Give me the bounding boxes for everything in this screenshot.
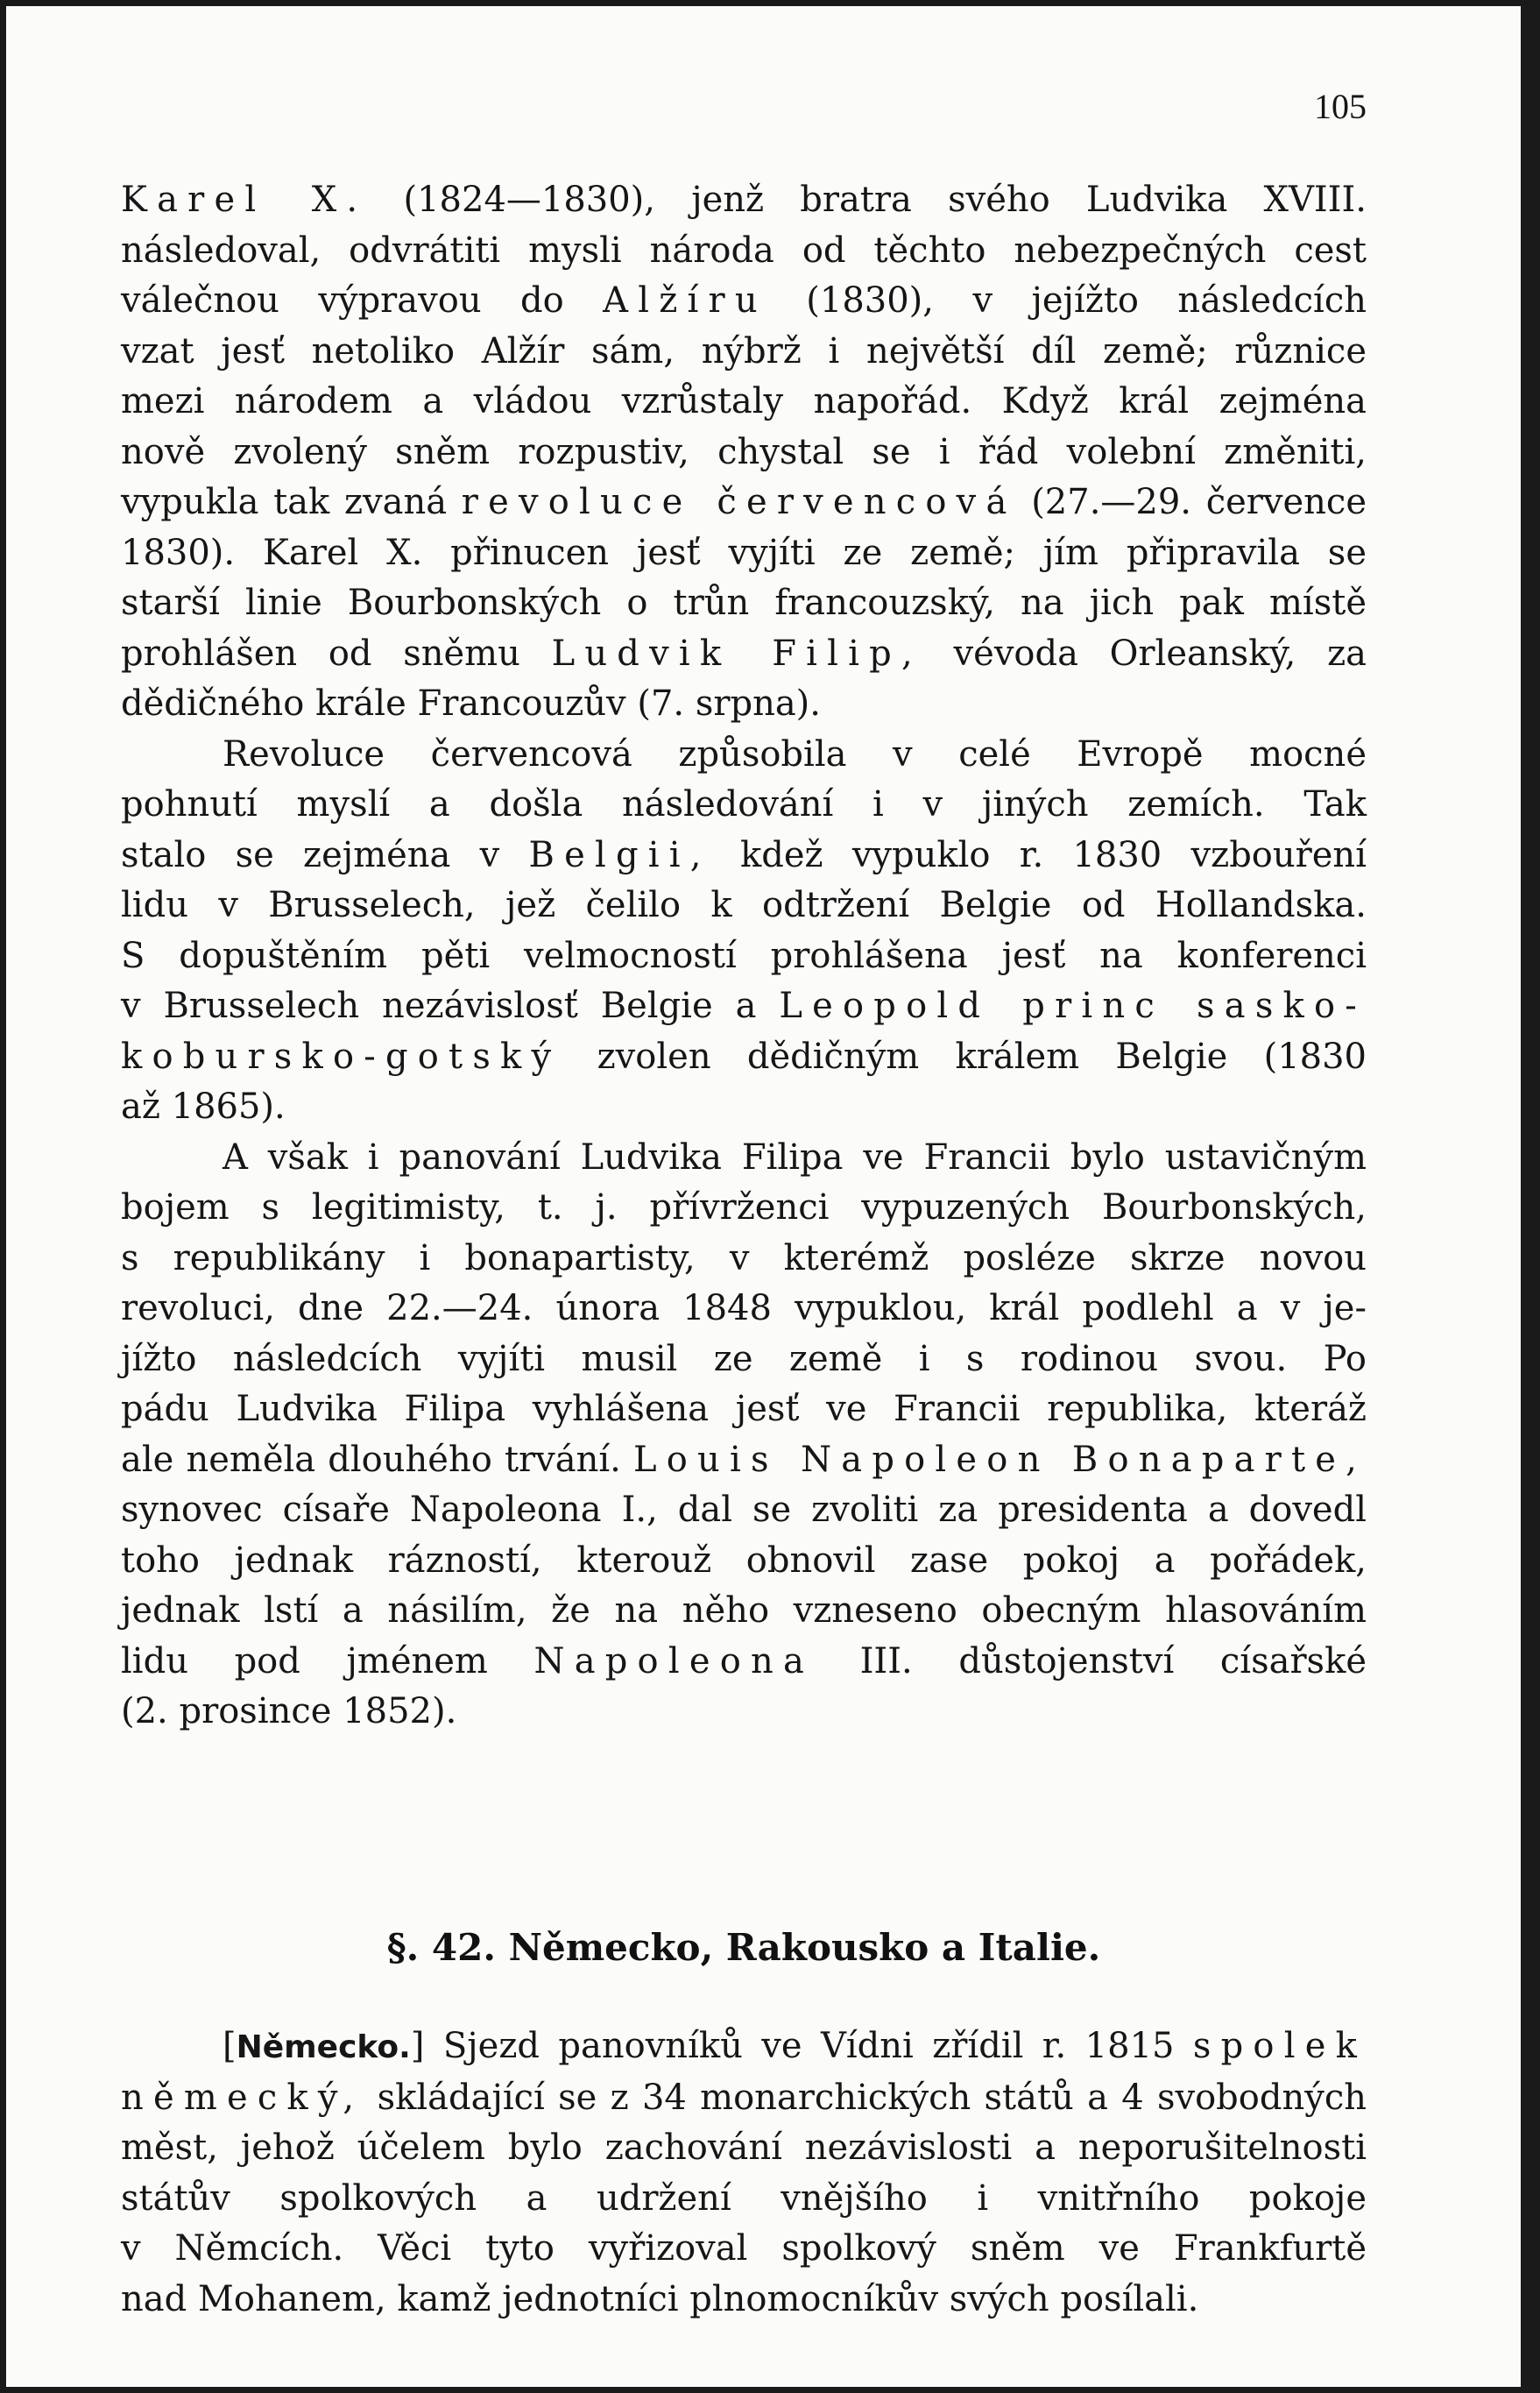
emphasized-name: Alžíru [603,280,767,321]
text-line: pádu Ludvika Filipa vyhlášena jesť ve Francii republika, kteráž [121,1389,1367,1429]
text-fragment: (27.—29. července [1031,482,1367,522]
text-line: 1830). Karel X. přinucen jesť vyjíti ze země; jím připravila se [121,532,1367,573]
emphasized-name: Leopold princ sasko- [779,986,1367,1026]
text-line: až 1865). [121,1087,286,1127]
text-line: jížto následcích vyjíti musil ze země i s rodinou svou. Po [121,1338,1367,1379]
text-line: dědičného krále Francouzův (7. srpna). [121,683,822,724]
text-fragment: (1824—1830), jenž bratra svého Ludvika XVIII. [403,180,1367,220]
text-fragment: III. důstojenství císařské [859,1640,1367,1681]
text-line: bojem s legitimisty, t. j. přívrženci vypuzených Bourbonských, [121,1187,1367,1228]
text-line: S dopuštěním pěti velmocností prohlášena jesť na konferenci [121,935,1367,976]
emphasized-name: Louis Napoleon Bonaparte, [633,1439,1367,1480]
text-line: toho jednak rázností, kterouž obnovil zase pokoj a pořádek, [121,1540,1367,1581]
text-line: mezi národem a vládou vzrůstaly napořád. Když král zejména [121,381,1367,421]
paragraph-ludvik-filip [121,1133,1367,1738]
text-line [121,1435,1367,1486]
text-line [121,2073,1367,2124]
side-label: Německo. [236,2029,411,2065]
text-line: následoval, odvrátiti mysli národa od těchto nebezpečných cest [121,230,1367,271]
text-line: s republikány i bonapartisty, v kterémž posléze skrze novou [121,1237,1367,1278]
text-fragment: skládající se z 34 monarchických států a 4 svobodných [377,2077,1367,2118]
page-number: 105 [1314,87,1367,126]
text-line: nad Mohanem, kamž jednotníci plnomocníkův svých posílali. [121,2278,1199,2319]
text-line: (2. prosince 1852). [121,1691,457,1731]
text-fragment: vypukla tak zvaná [121,482,448,522]
paragraph-nemecko [121,2021,1367,2325]
text-line: A však i panování Ludvika Filipa ve Francii bylo ustavičným [223,1136,1367,1178]
emphasized-term: revoluce červencová [461,482,1017,522]
text-line: revoluci, dne 22.—24. února 1848 vypuklou, král podlehl a v je- [121,1288,1367,1328]
text-line [121,175,1367,226]
emphasized-name: Karel X. [121,180,368,220]
text-line: [Německo.] Sjezd panovníků ve Vídni zřídil r. 1815 spolek [223,2026,1367,2066]
emphasized-name: Ludvik Filip, [551,633,922,674]
emphasized-name: Belgii, [528,834,711,875]
text-fragment: kdež vypuklo r. 1830 vzbouření [739,834,1367,875]
text-line: vzat jesť netoliko Alžír sám, nýbrž i největší díl země; různice [121,330,1367,372]
emphasized-term: spolek [1192,2026,1367,2066]
text-line: starší linie Bourbonských o trůn francouzský, na jich pak místě [121,583,1367,623]
paragraph-revolution [121,730,1367,1133]
text-fragment: ale neměla dlouhého trvání. [121,1439,621,1480]
text-line: v Němcích. Věci tyto vyřizoval spolkový sněm ve Frankfurtě [121,2228,1367,2269]
emphasized-name: kobursko-gotský [121,1036,562,1077]
text-line: Revoluce červencová způsobila v celé Evropě mocné [223,733,1367,775]
text-line: pohnutí myslí a došla následování i v jiných zemích. Tak [121,784,1367,825]
text-fragment: vévoda Orleanský, za [953,633,1367,674]
text-fragment: (1830), v jejížto následcích [806,280,1367,321]
section-heading: §. 42. Německo, Rakousko a Italie. [386,1926,1101,1969]
paragraph-karel-x [121,175,1367,730]
text-line: lidu v Brusselech, jež čelilo k odtržení Belgie od Hollandska. [121,885,1367,925]
text-line: nově zvolený sněm rozpustiv, chystal se i řád volební změniti, [121,431,1367,472]
text-line [121,1032,1367,1083]
text-line [121,981,1367,1032]
emphasized-term: německý, [121,2077,364,2118]
text-fragment: Sjezd panovníků ve Vídni zřídil r. 1815 [442,2026,1175,2066]
text-line: synovec císaře Napoleona I., dal se zvoliti za presidenta a dovedl [121,1490,1367,1530]
text-fragment: zvolen dědičným králem Belgie (1830 [597,1036,1367,1077]
text-line: měst, jehož účelem bylo zachování nezávislosti a neporušitelnosti [121,2128,1367,2168]
text-fragment: stalo se zejména v [121,834,500,875]
text-line: jednak lstí a násilím, že na něho vzneseno obecným hlasováním [121,1590,1367,1631]
text-line [121,831,1367,881]
text-line [121,478,1367,528]
body-text [121,175,1367,1738]
text-line: státův spolkových a udržení vnějšího i vnitřního pokoje [121,2177,1367,2219]
text-line [121,1637,1367,1688]
text-fragment: lidu pod jménem [121,1640,488,1681]
text-line [121,629,1367,680]
text-fragment: prohlášen od sněmu [121,633,520,674]
text-fragment: válečnou výpravou do [121,280,564,321]
emphasized-name: Napoleona [533,1640,814,1681]
text-fragment: v Brusselech nezávislosť Belgie a [121,986,757,1026]
text-line [121,276,1367,327]
